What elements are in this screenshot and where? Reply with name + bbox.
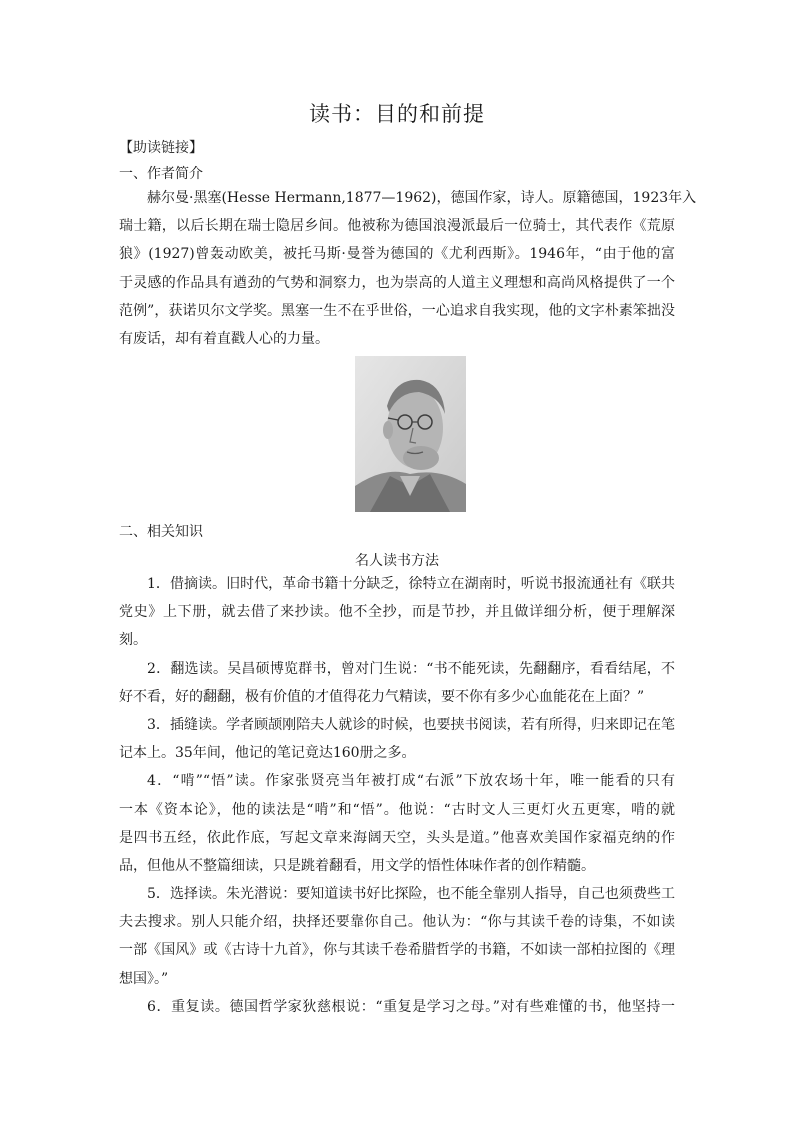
text-line: 品，但他从不整篇细读，只是跳着翻看，用文学的悟性体味作者的创作精髓。 <box>119 857 595 874</box>
text-line: 有废话，却有着直戳人心的力量。 <box>119 330 329 347</box>
page-title: 读书：目的和前提 <box>309 102 485 126</box>
text-line: 1．借摘读。旧时代，革命书籍十分缺乏，徐特立在湖南时，听说书报流通社有《联共 <box>147 576 675 592</box>
portrait-image <box>355 356 466 512</box>
text-line: 于灵感的作品具有遒劲的气势和洞察力，也为崇高的人道主义理想和高尚风格提供了一个 <box>119 274 675 291</box>
text-line: 夫去搜求。别人只能介绍，抉择还要靠你自己。他认为：“你与其读千卷的诗集，不如读 <box>119 914 675 931</box>
reading-methods <box>119 570 675 1021</box>
text-line: 党史》上下册，就去借了来抄读。他不全抄，而是节抄，并且做详细分析，便于理解深 <box>119 604 675 621</box>
text-line: 狼》(1927)曾轰动欧美，被托马斯·曼誉为德国的《尤利西斯》。1946年，“由于他的富 <box>119 246 675 263</box>
text-line: 一本《资本论》，他的读法是“啃”和“悟”。他说：“古时文人三更灯火五更寒，啃的就 <box>119 801 675 818</box>
text-line: 瑞士籍，以后长期在瑞士隐居乡间。他被称为德国浪漫派最后一位骑士，其代表作《荒原 <box>119 218 675 235</box>
section-subtitle: 名人读书方法 <box>355 553 439 569</box>
author-bio <box>119 184 697 353</box>
text-line: 范例”，获诺贝尔文学奖。黑塞一生不在乎世俗，一心追求自我实现，他的文字朴素笨拙没 <box>119 302 675 319</box>
text-line: 想国》。” <box>119 970 169 987</box>
text-line: 5．选择读。朱光潜说：要知道读书好比探险，也不能全靠别人指导，自己也须费些工 <box>147 886 675 903</box>
text-line: 2．翻选读。吴昌硕博览群书，曾对门生说：“书不能死读，先翻翻序，看看结尾，不 <box>147 660 675 677</box>
text-line: 是四书五经，依此作底，写起文章来海阔天空，头头是道。”他喜欢美国作家福克纳的作 <box>119 829 675 846</box>
text-line: 3．插缝读。学者顾颉刚陪夫人就诊的时候，也要挟书阅读，若有所得，归来即记在笔 <box>147 716 675 733</box>
text-line: 赫尔曼·黑塞(Hesse Hermann,1877—1962)，德国作家，诗人。原籍德国，1923年入 <box>147 190 697 206</box>
text-line: 6．重复读。德国哲学家狄慈根说：“重复是学习之母。”对有些难懂的书，他坚持一 <box>147 998 675 1015</box>
author-portrait <box>355 356 466 512</box>
section-heading-knowledge: 二、相关知识 <box>119 524 203 540</box>
text-line: 刻。 <box>119 632 147 649</box>
section-heading-author: 一、作者简介 <box>119 166 203 182</box>
text-line: 记本上。35年间，他记的笔记竟达160册之多。 <box>119 745 416 762</box>
text-line: 4．“啃”“悟”读。作家张贤亮当年被打成“右派”下放农场十年，唯一能看的只有 <box>147 773 675 790</box>
reading-link-heading: 【助读链接】 <box>119 140 203 156</box>
text-line: 好不看，好的翻翻，极有价值的才值得花力气精读，要不你有多少心血能花在上面？” <box>119 688 645 705</box>
text-line: 一部《国风》或《古诗十九首》，你与其读千卷希腊哲学的书籍，不如读一部柏拉图的《理 <box>119 942 675 959</box>
